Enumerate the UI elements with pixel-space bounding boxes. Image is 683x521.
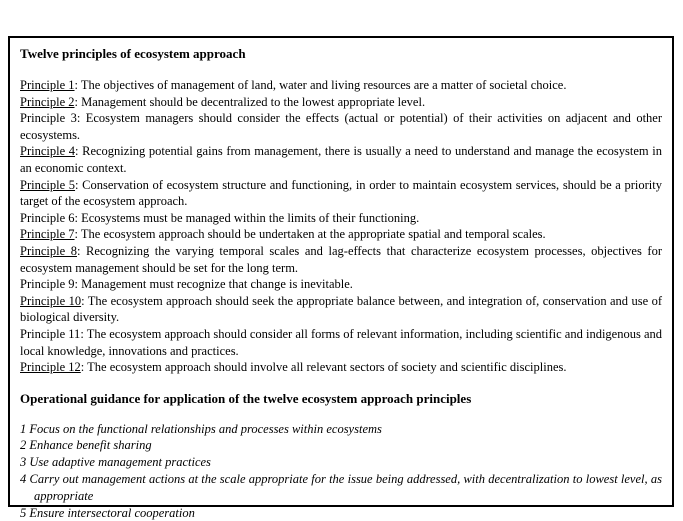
principle-item <box>20 110 662 143</box>
principle-item <box>20 359 662 376</box>
principle-item <box>20 143 662 176</box>
principle-item <box>20 276 662 293</box>
guidance-item: 1 Focus on the functional relationships and processes within ecosystems <box>20 421 382 436</box>
document-box <box>8 36 674 520</box>
principle-item <box>20 326 662 359</box>
principle-label: Principle 11 <box>20 326 81 341</box>
principle-text: : Recognizing the varying temporal scales and lag-effects that characterize ecosystem processes, objectives for ecosystem management should be set for the long term. <box>20 243 662 275</box>
guidance-list <box>20 421 662 521</box>
guidance-title: Operational guidance for application of the twelve ecosystem approach principles <box>20 390 472 406</box>
principle-label: Principle 3 <box>20 111 77 126</box>
principle-label: Principle 6 <box>20 210 75 225</box>
principle-label: Principle 5 <box>20 177 76 192</box>
principle-text: : Management must recognize that change is inevitable. <box>74 277 353 292</box>
principle-text: : The ecosystem approach should consider all forms of relevant information, including scientific and indigenous and local knowledge, innovations and practices. <box>20 326 663 358</box>
principle-label: Principle 2 <box>20 94 75 109</box>
principle-text: : Conservation of ecosystem structure and functioning, in order to maintain ecosystem services, should be a priority target of the ecosystem approach. <box>20 177 662 209</box>
page-title: Twelve principles of ecosystem approach <box>20 46 246 61</box>
principle-label: Principle 8 <box>20 243 77 258</box>
principle-text: : The ecosystem approach should seek the appropriate balance between, and integration of, conservation and use of biological diversity. <box>20 293 663 325</box>
guidance-item: 3 Use adaptive management practices <box>20 455 211 470</box>
principle-item <box>20 293 662 326</box>
guidance-item: 2 Enhance benefit sharing <box>20 438 152 453</box>
principle-text: : The ecosystem approach should involve all relevant sectors of society and scientific disciplines. <box>80 360 567 375</box>
principle-text: : Ecosystem managers should consider the effects (actual or potential) of their activities on adjacent and other ecosystems. <box>20 111 663 142</box>
principle-item <box>20 243 662 276</box>
principle-text: : Recognizing potential gains from management, there is usually a need to understand and manage the ecosystem in an economic context. <box>20 144 662 175</box>
principle-text: : Management should be decentralized to the lowest appropriate level. <box>74 94 426 109</box>
principles-list <box>20 77 662 376</box>
principle-item <box>20 226 662 243</box>
principle-item <box>20 94 662 111</box>
principle-label: Principle 9 <box>20 277 75 292</box>
principle-label: Principle 10 <box>20 293 82 308</box>
principle-label: Principle 4 <box>20 144 76 159</box>
principle-label: Principle 1 <box>20 78 75 92</box>
principle-text: : The objectives of management of land, water and living resources are a matter of societal choice. <box>74 78 567 92</box>
principle-label: Principle 12 <box>20 360 81 375</box>
principle-item <box>20 210 662 227</box>
principle-text: : Ecosystems must be managed within the limits of their functioning. <box>74 210 420 225</box>
principle-item <box>20 177 662 210</box>
principle-label: Principle 7 <box>20 227 75 242</box>
guidance-item: 5 Ensure intersectoral cooperation <box>20 505 195 520</box>
guidance-item: 4 Carry out management actions at the scale appropriate for the issue being addressed, with decentralization to lowest level, as appropriate <box>20 472 662 503</box>
principle-item <box>20 77 662 94</box>
principle-text: : The ecosystem approach should be undertaken at the appropriate spatial and temporal scales. <box>74 227 546 242</box>
